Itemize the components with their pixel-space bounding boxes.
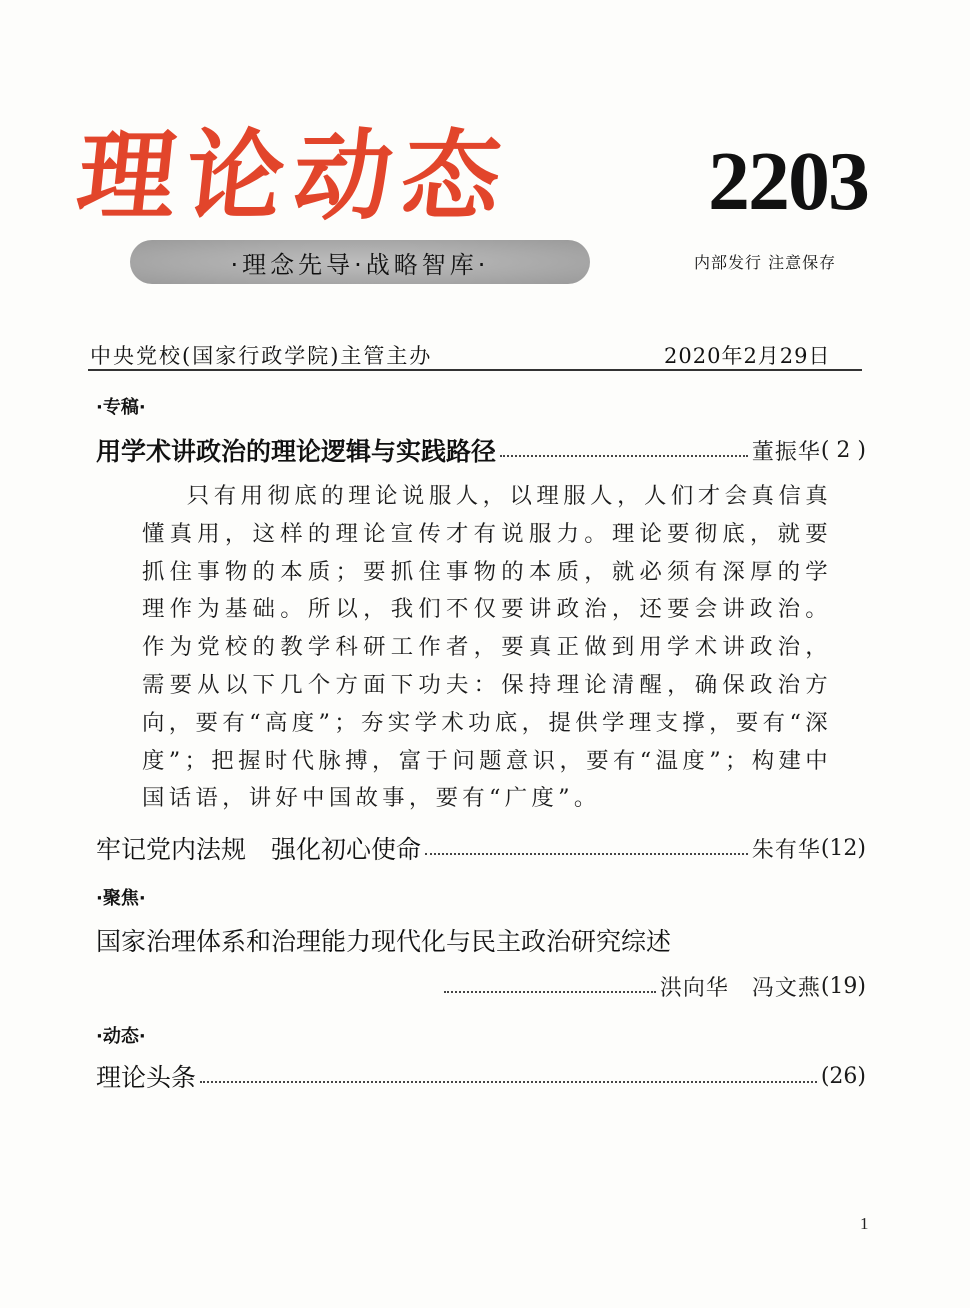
magazine-title: 理论动态 bbox=[72, 120, 517, 234]
dot-leader bbox=[444, 991, 656, 993]
article-author: 洪向华 冯文燕 bbox=[659, 975, 821, 1001]
article-title: 牢记党内法规 强化初心使命 bbox=[96, 835, 422, 864]
article-page: ( 2 ) bbox=[820, 437, 866, 463]
slogan-banner: ·理念先导·战略智库· bbox=[130, 240, 590, 284]
section-heading-news: ·动态· bbox=[96, 1026, 146, 1047]
toc-entry-title-line[interactable] bbox=[96, 920, 866, 960]
publisher-line: 中央党校(国家行政学院)主管主办 bbox=[90, 344, 433, 368]
page-number: 1 bbox=[860, 1214, 869, 1233]
section-heading-focus: ·聚焦· bbox=[96, 888, 146, 909]
section-heading-special: ·专稿· bbox=[96, 397, 146, 418]
toc-entry[interactable] bbox=[96, 430, 866, 470]
article-title: 用学术讲政治的理论逻辑与实践路径 bbox=[96, 437, 497, 466]
article-author: 董振华 bbox=[751, 439, 821, 465]
dot-leader bbox=[200, 1081, 817, 1083]
dot-leader bbox=[425, 853, 748, 855]
header-rule bbox=[88, 369, 862, 371]
toc-entry[interactable] bbox=[96, 828, 866, 868]
article-page: (12) bbox=[820, 835, 866, 861]
article-title: 国家治理体系和治理能力现代化与民主政治研究综述 bbox=[96, 927, 672, 956]
toc-entry-author-line[interactable] bbox=[440, 966, 866, 1006]
article-author: 朱有华 bbox=[751, 837, 821, 863]
dot-leader bbox=[500, 455, 748, 457]
article-page: (26) bbox=[820, 1063, 866, 1089]
article-abstract: 只有用彻底的理论说服人，以理服人，人们才会真信真懂真用，这样的理论宣传才有说服力。理论要彻底，就要抓住事物的本质；要抓住事物的本质，就必须有深厚的学理作为基础。所以，我们不仅要讲政治，还要会讲政治。作为党校的教学科研工作者，要真正做到用学术讲政治，需要从以下几个方面下功夫：保持理论清醒，确保政治方向，要有“高度”；夯实学术功底，提供学理支撑，要有“深度”；把握时代脉搏，富于问题意识，要有“温度”；构建中国话语，讲好中国故事，要有“广度”。 bbox=[142, 483, 832, 812]
article-title: 理论头条 bbox=[96, 1063, 197, 1092]
publication-date: 2020年2月29日 bbox=[664, 344, 831, 368]
issue-number: 2203 bbox=[708, 135, 868, 228]
toc-entry[interactable] bbox=[96, 1056, 866, 1096]
article-page: (19) bbox=[820, 973, 866, 999]
internal-distribution-note: 内部发行 注意保存 bbox=[694, 253, 837, 272]
